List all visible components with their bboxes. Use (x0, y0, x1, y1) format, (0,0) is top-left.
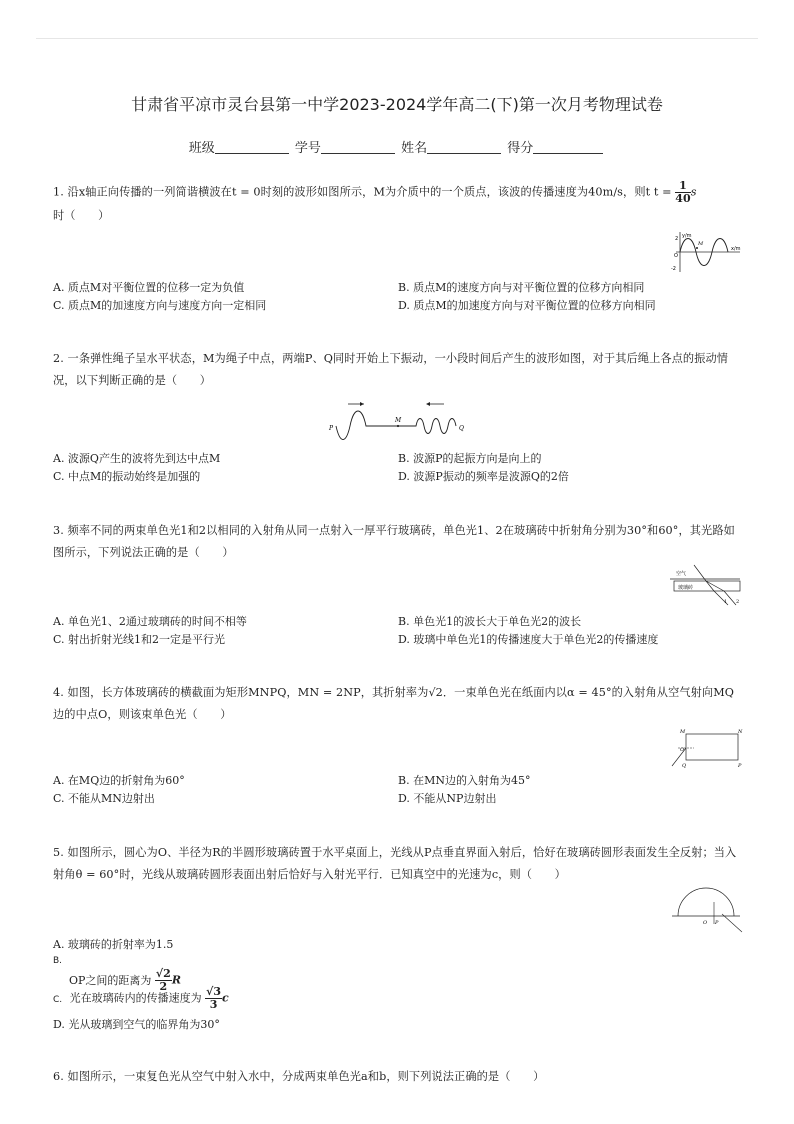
name-label: 姓名 (401, 141, 428, 156)
q1-option-b[interactable]: B. 质点M的速度方向与对平衡位置的位移方向相同 (398, 281, 645, 294)
question-6: 6. 如图所示，一束复色光从空气中射入水中，分成两束单色光a和b，则下列说法正确的是（ ） (53, 1070, 545, 1083)
q1-pos-label: 2 (675, 236, 679, 242)
name-blank[interactable] (427, 141, 501, 154)
id-blank[interactable] (321, 141, 395, 154)
q5-option-c[interactable] (53, 986, 229, 1011)
q3-ray2-label: 2 (736, 599, 740, 605)
q5-c-num: √3 (206, 985, 222, 998)
q2-option-a[interactable]: A. 波源Q产生的波将先到达中点M (53, 452, 221, 465)
score-label: 得分 (507, 141, 534, 156)
q1-neg-label: -2 (671, 266, 676, 272)
q3-glass-label: 玻璃砖 (678, 585, 694, 591)
q1-y-axis-label: y/m (682, 233, 692, 239)
q2-p-label: P (329, 425, 334, 432)
q3-air-label: 空气 (676, 571, 687, 577)
q3-option-b[interactable]: B. 单色光1的波长大于单色光2的波长 (398, 615, 582, 628)
q1-frac-num: 1 (675, 180, 691, 193)
q1-x-axis-label: x/m (731, 246, 741, 252)
question-1 (53, 180, 743, 227)
q5-b-post: R (171, 973, 181, 987)
score-blank[interactable] (533, 141, 603, 154)
q5-semicircle-figure (670, 884, 746, 936)
q4-q-label: Q (682, 763, 687, 769)
class-label: 班级 (188, 141, 215, 156)
q3-glass-figure (664, 563, 744, 611)
q1-unit: s (690, 185, 697, 199)
q2-option-d[interactable]: D. 波源P振动的频率是波源Q的2倍 (398, 470, 569, 483)
q5-option-b-label: B. (53, 956, 63, 966)
q1-fraction (675, 180, 691, 205)
question-2: 2. 一条弹性绳子呈水平状态，M为绳子中点，两端P、Q同时开始上下振动，一小段时间后产生的波形如图，对于其后绳上各点的振动情况，以下判断正确的是（ ） (53, 352, 729, 387)
q3-option-d[interactable]: D. 玻璃中单色光1的传播速度大于单色光2的传播速度 (398, 633, 659, 646)
q5-option-a[interactable]: A. 玻璃砖的折射率为1.5 (53, 938, 174, 951)
q3-ray1-label: 1 (724, 599, 728, 605)
q1-option-d[interactable]: D. 质点M的加速度方向与对平衡位置的位移方向相同 (398, 299, 656, 312)
q4-option-a[interactable]: A. 在MQ边的折射角为60° (53, 774, 185, 787)
q1-option-c[interactable]: C. 质点M的加速度方向与速度方向一定相同 (53, 299, 267, 312)
student-info-line (0, 137, 794, 156)
q1-origin-label: O (674, 253, 678, 259)
q5-b-num: √2 (155, 967, 171, 980)
q5-option-c-label: C. (53, 994, 63, 1005)
q5-p-label: P (715, 920, 719, 926)
question-3: 3. 频率不同的两束单色光1和2以相同的入射角从同一点射入一厚平行玻璃砖，单色光1、2在玻璃砖中折射角分别为30°和60°，其光路如图所示，下列说法正确的是（ ） (53, 524, 735, 559)
q1-option-a[interactable]: A. 质点M对平衡位置的位移一定为负值 (53, 281, 245, 294)
id-label: 学号 (294, 141, 321, 156)
top-divider (36, 38, 758, 39)
q2-rope-figure (326, 392, 476, 444)
q1-frac-den: 40 (675, 192, 691, 205)
q1-point-m (696, 247, 698, 249)
q4-rect-figure (668, 724, 744, 770)
q4-o-label: O (680, 747, 685, 753)
q3-option-a[interactable]: A. 单色光1、2通过玻璃砖的时间不相等 (53, 615, 247, 628)
q5-c-post: c (222, 991, 229, 1005)
q1-text: 1. 沿x轴正向传播的一列简谐横波在t = 0时刻的波形如图所示，M为介质中的一个质点，该波的传播速度为40m/s，则t t = (53, 185, 672, 199)
q1-m-label: M (698, 241, 704, 247)
q2-option-c[interactable]: C. 中点M的振动始终是加强的 (53, 470, 201, 483)
q2-option-b[interactable]: B. 波源P的起振方向是向上的 (398, 452, 542, 465)
page-title: 甘肃省平凉市灵台县第一中学2023-2024学年高二(下)第一次月考物理试卷 (131, 95, 663, 114)
q2-q-label: Q (459, 425, 464, 432)
q4-option-b[interactable]: B. 在MN边的入射角为45° (398, 774, 531, 787)
q5-b-den: 2 (159, 980, 168, 993)
q2-point-m (397, 425, 399, 427)
q5-c-den: 3 (209, 998, 218, 1011)
q2-m-label: M (395, 417, 402, 424)
q1-tail: 时（ ） (53, 209, 110, 222)
q4-m-label: M (680, 729, 686, 735)
q1-wave-figure (668, 228, 744, 274)
q5-option-c-fraction (205, 986, 222, 1011)
q3-option-c[interactable]: C. 射出折射光线1和2一定是平行光 (53, 633, 226, 646)
question-4: 4. 如图，长方体玻璃砖的横截面为矩形MNPQ，MN = 2NP，其折射率为√2．一束单色光在纸面内以α = 45°的入射角从空气射向MQ边的中点O，则该束单色光（ ） (53, 686, 735, 721)
q4-n-label: N (738, 729, 743, 735)
q4-p-label: P (738, 763, 742, 769)
q5-option-d[interactable]: D. 光从玻璃到空气的临界角为30° (53, 1018, 220, 1031)
q5-o-label: O (703, 920, 708, 926)
q4-option-c[interactable]: C. 不能从MN边射出 (53, 792, 155, 805)
question-5: 5. 如图所示，圆心为O、半径为R的半圆形玻璃砖置于水平桌面上，光线从P点垂直界面入射后，恰好在玻璃砖圆形表面发生全反射；当入射角θ = 60°时，光线从玻璃砖圆形表面出射后恰好与入射光平行．已知真空中的光速为c，则（ ） (53, 846, 737, 881)
q4-option-d[interactable]: D. 不能从NP边射出 (398, 792, 497, 805)
q5-option-b-text: OP之间的距离为 (69, 973, 152, 987)
class-blank[interactable] (215, 141, 289, 154)
q5-option-c-text: 光在玻璃砖内的传播速度为 (69, 991, 202, 1005)
